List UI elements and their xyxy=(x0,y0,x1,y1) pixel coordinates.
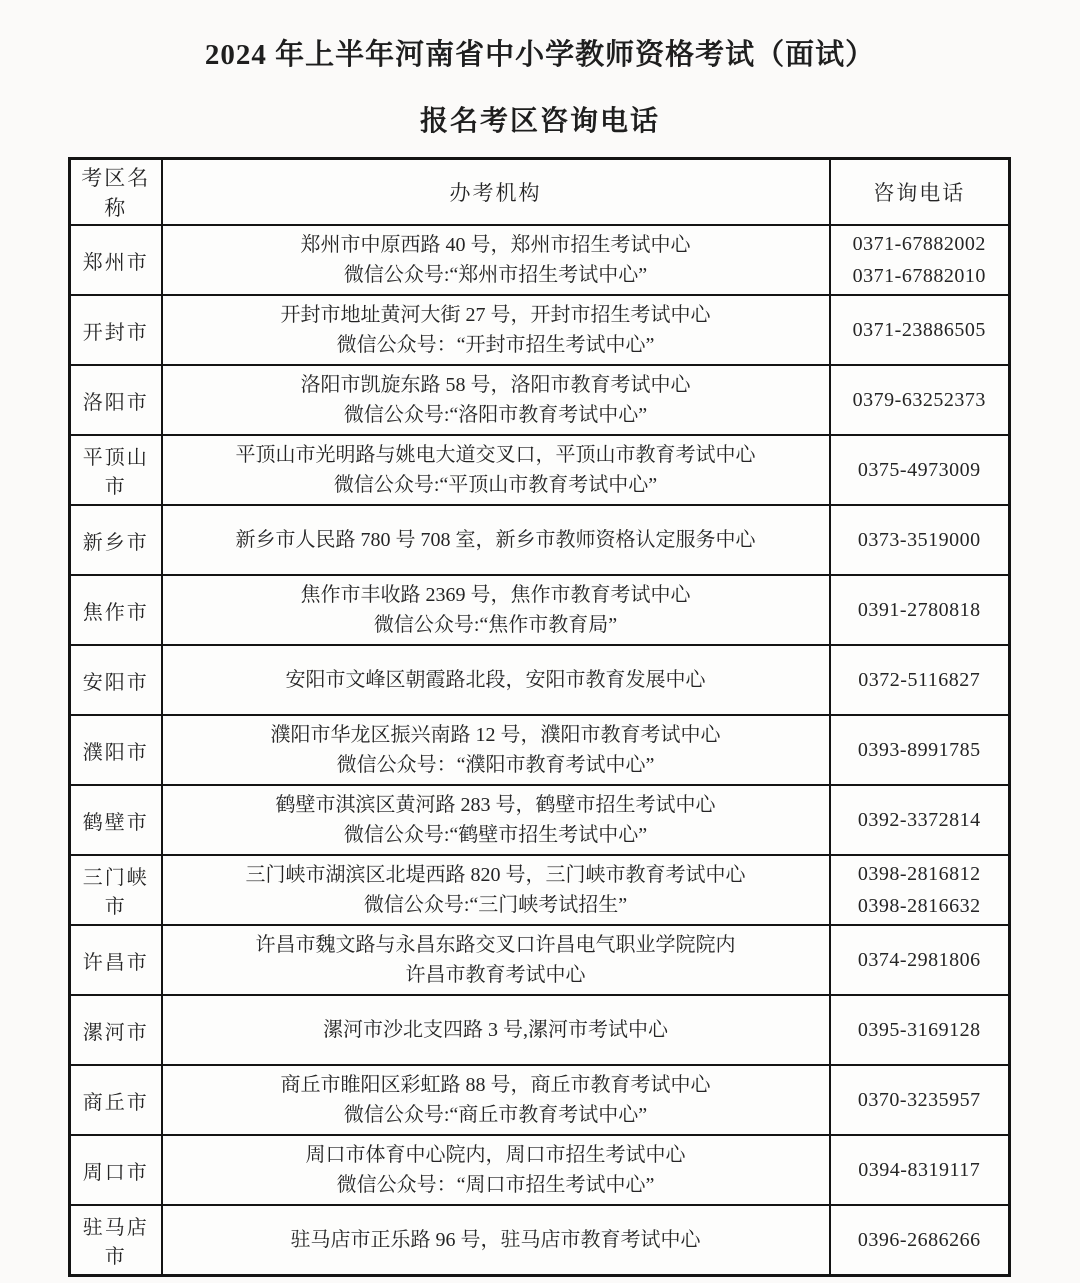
org-address: 濮阳市华龙区振兴南路 12 号，濮阳市教育考试中心 xyxy=(270,724,721,746)
phone-cell xyxy=(830,925,1010,995)
phone-number: 0379-63252373 xyxy=(852,389,986,411)
region-cell: 驻马店市 xyxy=(70,1205,162,1275)
phone-cell xyxy=(830,715,1010,785)
org-wechat: 微信公众号:“焦作市教育局” xyxy=(373,614,618,636)
col-header-organizer: 办考机构 xyxy=(162,159,830,226)
table-row-zhumadian xyxy=(70,1205,1010,1275)
org-cell xyxy=(162,365,830,435)
table-row-puyang xyxy=(70,715,1010,785)
table-row-zhengzhou xyxy=(70,225,1010,295)
region-cell: 鹤壁市 xyxy=(70,785,162,855)
org-address: 平顶山市光明路与姚电大道交叉口，平顶山市教育考试中心 xyxy=(235,444,756,466)
region-cell: 三门峡市 xyxy=(70,855,162,925)
table-row-luoyang xyxy=(70,365,1010,435)
org-address: 洛阳市凯旋东路 58 号，洛阳市教育考试中心 xyxy=(300,374,691,396)
region-cell: 开封市 xyxy=(70,295,162,365)
org-address: 漯河市沙北支四路 3 号,漯河市考试中心 xyxy=(323,1019,668,1041)
phone-number: 0391-2780818 xyxy=(857,599,981,621)
region-cell: 濮阳市 xyxy=(70,715,162,785)
header-row xyxy=(70,159,1010,226)
table-row-jiaozuo xyxy=(70,575,1010,645)
table-row-xuchang xyxy=(70,925,1010,995)
region-cell: 郑州市 xyxy=(70,225,162,295)
org-address: 焦作市丰收路 2369 号，焦作市教育考试中心 xyxy=(300,584,691,606)
phone-number: 0370-3235957 xyxy=(857,1089,981,1111)
region-cell: 商丘市 xyxy=(70,1065,162,1135)
org-address: 安阳市文峰区朝霞路北段，安阳市教育发展中心 xyxy=(285,669,706,691)
region-cell: 周口市 xyxy=(70,1135,162,1205)
org-cell xyxy=(162,505,830,575)
phone-number: 0371-23886505 xyxy=(852,319,986,341)
org-wechat: 微信公众号:“鹤壁市招生考试中心” xyxy=(343,824,648,846)
org-wechat: 微信公众号:“洛阳市教育考试中心” xyxy=(343,404,648,426)
org-cell xyxy=(162,785,830,855)
table-row-pingdingshan xyxy=(70,435,1010,505)
org-address: 驻马店市正乐路 96 号，驻马店市教育考试中心 xyxy=(290,1228,701,1251)
table-row-luohe xyxy=(70,995,1010,1065)
phone-cell xyxy=(830,365,1010,435)
org-wechat: 微信公众号:“平顶山市教育考试中心” xyxy=(333,474,658,496)
table-row-kaifeng xyxy=(70,295,1010,365)
table-row-hebi xyxy=(70,785,1010,855)
phone-number: 0373-3519000 xyxy=(857,529,981,551)
phone-number: 0398-2816632 xyxy=(857,895,981,917)
org-wechat: 微信公众号：“周口市招生考试中心” xyxy=(336,1174,655,1196)
phone-number: 0396-2686266 xyxy=(857,1228,981,1251)
org-wechat: 微信公众号：“开封市招生考试中心” xyxy=(336,334,655,356)
phone-cell xyxy=(830,855,1010,925)
phone-cell xyxy=(830,1135,1010,1205)
org-wechat: 微信公众号:“郑州市招生考试中心” xyxy=(343,264,648,286)
org-cell xyxy=(162,645,830,715)
org-cell xyxy=(162,925,830,995)
org-address: 商丘市睢阳区彩虹路 88 号，商丘市教育考试中心 xyxy=(280,1074,711,1096)
org-cell xyxy=(162,575,830,645)
region-cell: 漯河市 xyxy=(70,995,162,1065)
phone-number: 0395-3169128 xyxy=(857,1019,981,1041)
phone-cell xyxy=(830,505,1010,575)
table-body xyxy=(70,225,1010,1275)
org-cell xyxy=(162,995,830,1065)
phone-cell xyxy=(830,995,1010,1065)
org-cell xyxy=(162,715,830,785)
phone-number: 0372-5116827 xyxy=(858,669,981,691)
org-cell xyxy=(162,1135,830,1205)
org-cell xyxy=(162,435,830,505)
org-address: 三门峡市湖滨区北堤西路 820 号，三门峡市教育考试中心 xyxy=(245,864,746,886)
region-cell: 焦作市 xyxy=(70,575,162,645)
page-subtitle: 报名考区咨询电话 xyxy=(419,106,660,137)
org-cell xyxy=(162,1205,830,1275)
region-cell: 许昌市 xyxy=(70,925,162,995)
region-cell: 洛阳市 xyxy=(70,365,162,435)
org-cell xyxy=(162,855,830,925)
org-address: 许昌市魏文路与永昌东路交叉口许昌电气职业学院院内 xyxy=(255,934,736,956)
phone-number: 0393-8991785 xyxy=(857,739,981,761)
phone-number: 0392-3372814 xyxy=(857,809,981,831)
phone-cell xyxy=(830,435,1010,505)
table-header xyxy=(70,159,1010,226)
org-cell xyxy=(162,295,830,365)
phone-cell xyxy=(830,225,1010,295)
phone-cell xyxy=(830,575,1010,645)
org-address: 郑州市中原西路 40 号，郑州市招生考试中心 xyxy=(300,234,691,256)
table-row-xinxiang xyxy=(70,505,1010,575)
table-row-anyang xyxy=(70,645,1010,715)
org-cell xyxy=(162,225,830,295)
region-cell: 安阳市 xyxy=(70,645,162,715)
org-address-line2: 许昌市教育考试中心 xyxy=(405,964,586,986)
phone-cell xyxy=(830,785,1010,855)
contact-table xyxy=(68,157,1011,1277)
region-cell: 平顶山市 xyxy=(70,435,162,505)
org-cell xyxy=(162,1065,830,1135)
table-row-shangqiu xyxy=(70,1065,1010,1135)
phone-cell xyxy=(830,295,1010,365)
phone-cell xyxy=(830,1065,1010,1135)
org-wechat: 微信公众号:“三门峡考试招生” xyxy=(363,894,628,916)
org-address: 鹤壁市淇滨区黄河路 283 号，鹤壁市招生考试中心 xyxy=(275,794,716,816)
phone-number: 0371-67882010 xyxy=(852,265,986,287)
col-header-phone: 咨询电话 xyxy=(830,159,1010,226)
org-wechat: 微信公众号：“濮阳市教育考试中心” xyxy=(336,754,655,776)
table-row-sanmenxia xyxy=(70,855,1010,925)
org-address: 开封市地址黄河大街 27 号，开封市招生考试中心 xyxy=(280,304,711,326)
page-title: 2024 年上半年河南省中小学教师资格考试（面试） xyxy=(204,39,876,71)
org-address: 周口市体育中心院内，周口市招生考试中心 xyxy=(305,1144,686,1166)
table-row-zhoukou xyxy=(70,1135,1010,1205)
phone-number: 0394-8319117 xyxy=(858,1159,981,1181)
phone-number: 0398-2816812 xyxy=(857,863,981,885)
phone-cell xyxy=(830,1205,1010,1275)
org-wechat: 微信公众号:“商丘市教育考试中心” xyxy=(343,1104,648,1126)
col-header-region: 考区名称 xyxy=(70,159,162,226)
phone-number: 0374-2981806 xyxy=(857,949,981,971)
phone-cell xyxy=(830,645,1010,715)
org-address: 新乡市人民路 780 号 708 室，新乡市教师资格认定服务中心 xyxy=(235,529,756,551)
phone-number: 0371-67882002 xyxy=(852,233,986,255)
region-cell: 新乡市 xyxy=(70,505,162,575)
phone-number: 0375-4973009 xyxy=(857,459,981,481)
